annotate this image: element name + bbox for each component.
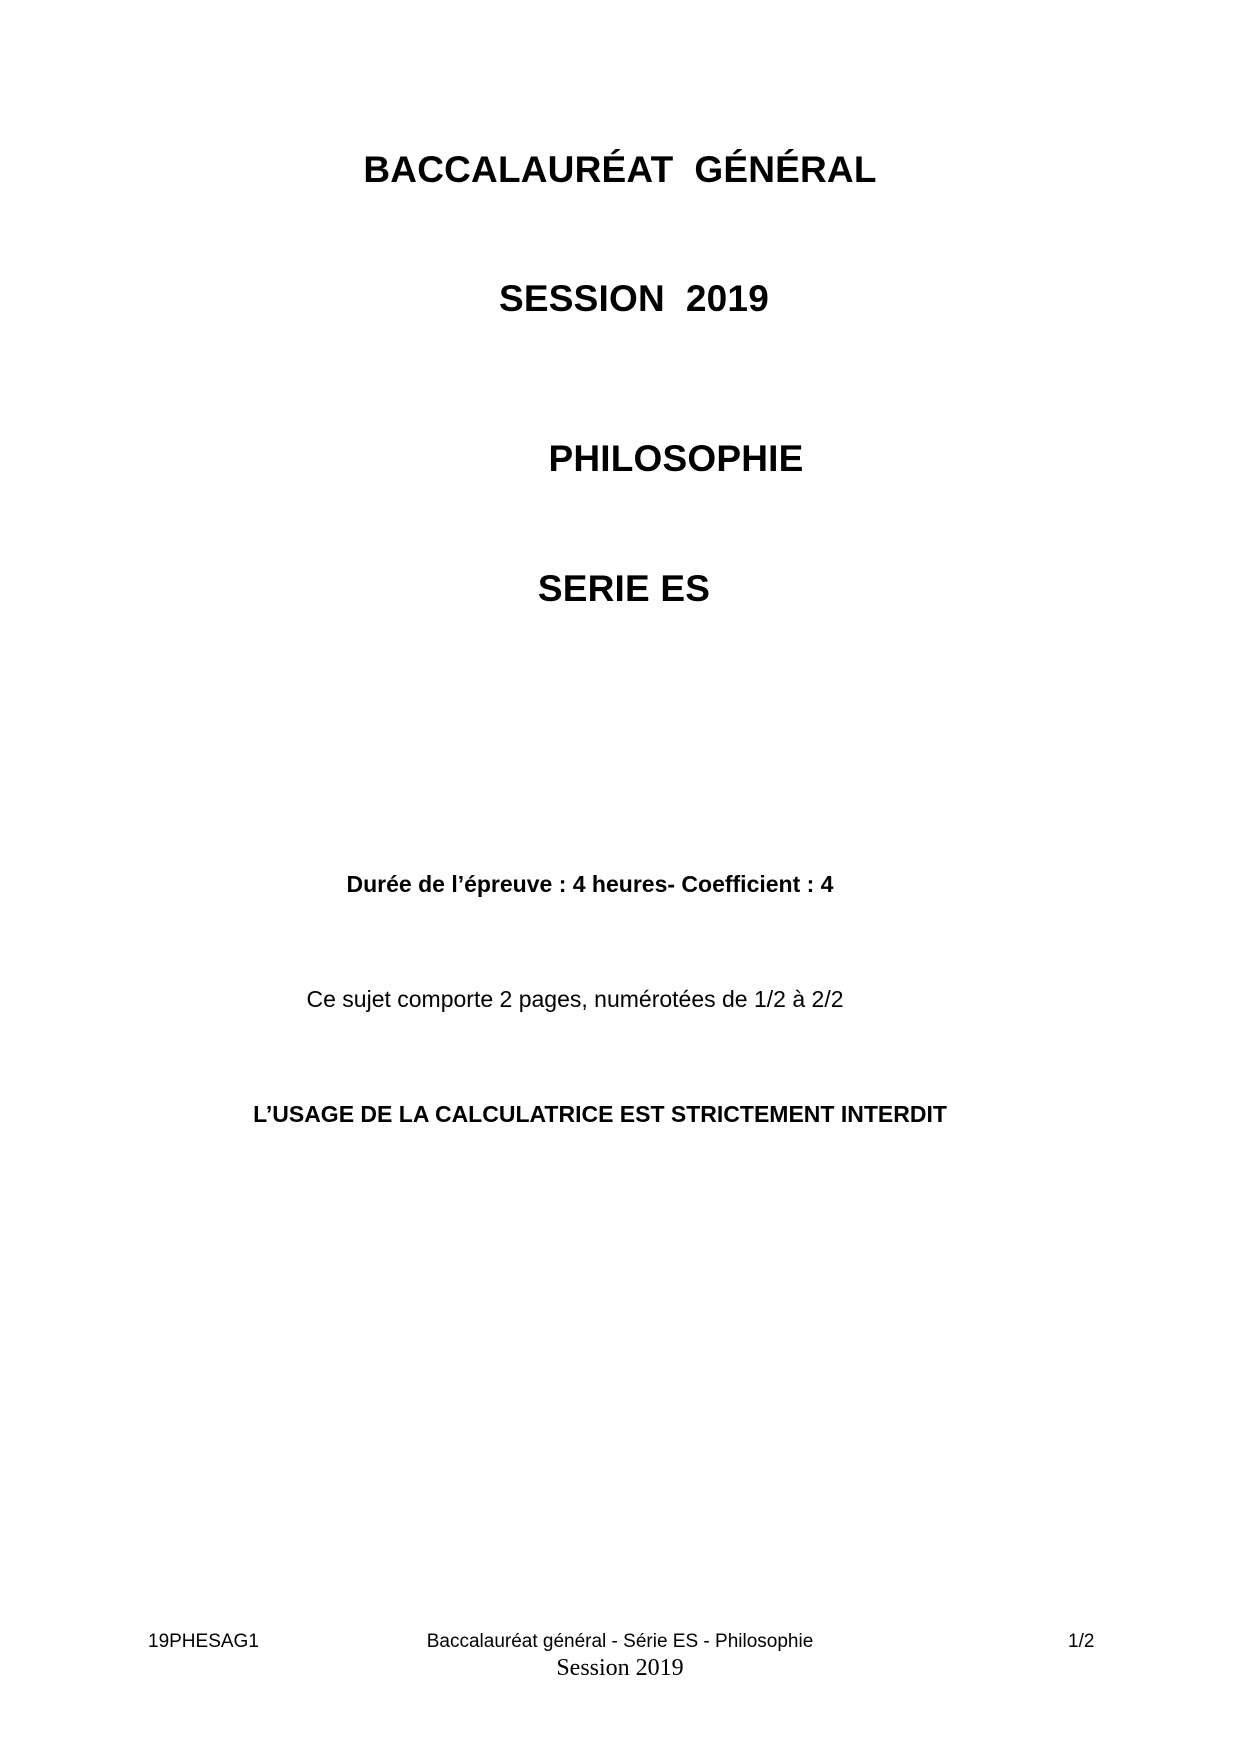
exam-page-count: Ce sujet comporte 2 pages, numérotées de 1/2 à 2/2 [306,986,844,1012]
calculator-warning: L’USAGE DE LA CALCULATRICE EST STRICTEMENT INTERDIT [253,1101,947,1127]
page-number: 1/2 [1068,1631,1095,1652]
exam-serie: SERIE ES [537,568,711,609]
exam-session: SESSION 2019 [499,278,769,319]
footer-exam-label: Baccalauréat général - Série ES - Philosophie [426,1631,814,1652]
exam-code: 19PHESAG1 [148,1631,259,1652]
exam-title: BACCALAURÉAT GÉNÉRAL [363,149,877,190]
footer-session: Session 2019 [556,1655,684,1681]
exam-subject: PHILOSOPHIE [548,438,804,479]
page-footer [0,1631,1240,1701]
exam-duration: Durée de l’épreuve : 4 heures- Coefficient : 4 [346,871,834,897]
